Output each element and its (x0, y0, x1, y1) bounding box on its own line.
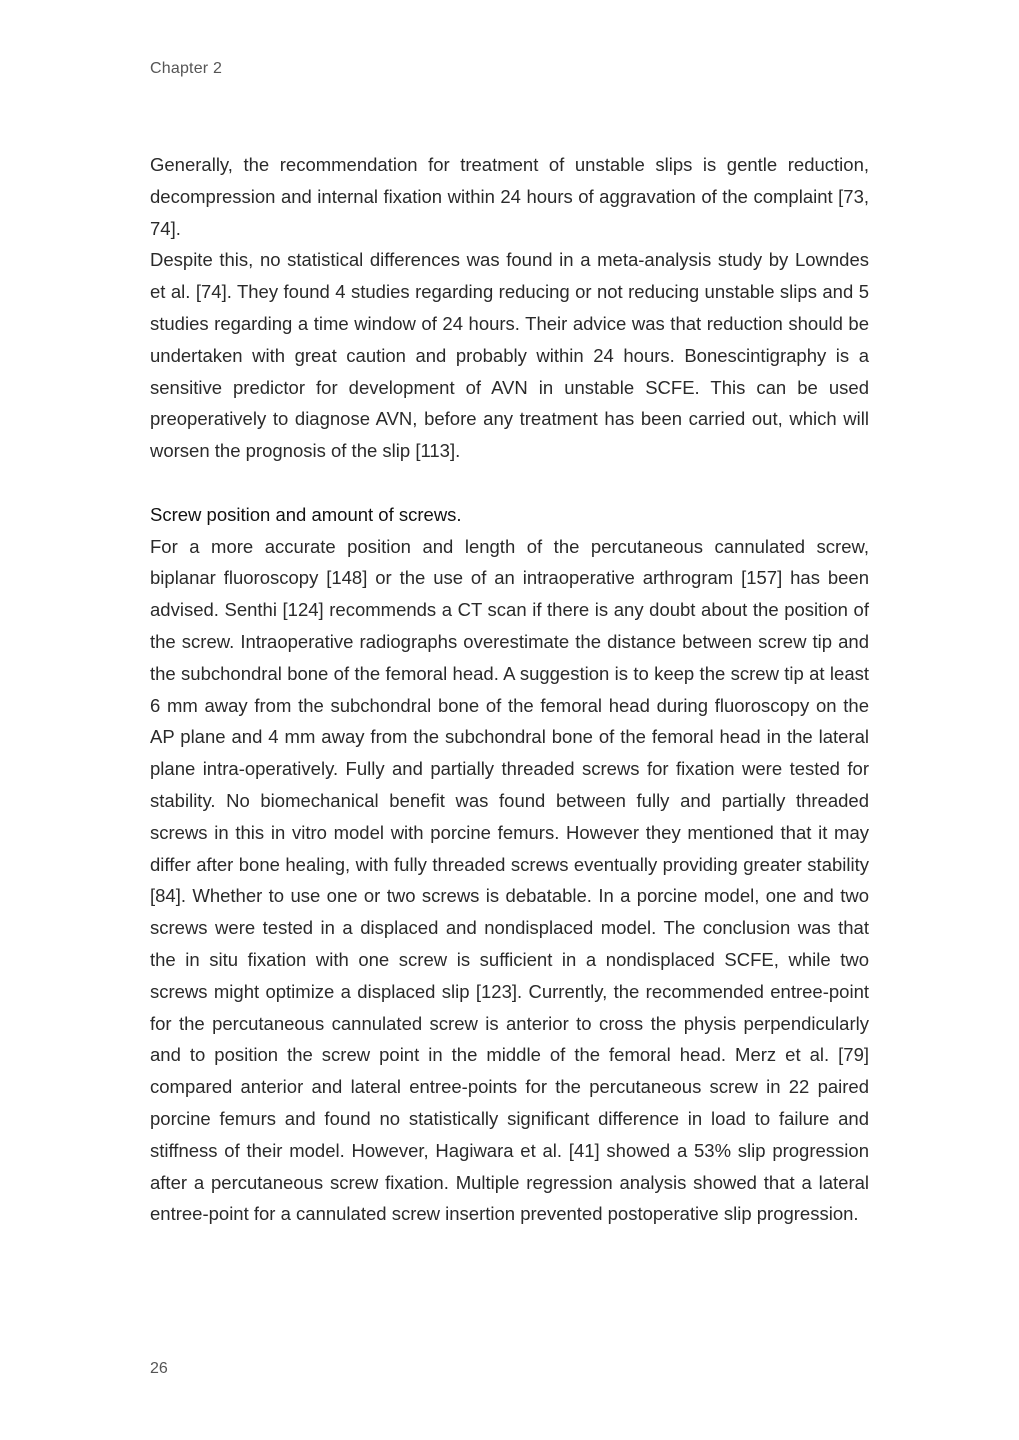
paragraph-meta-analysis: Despite this, no statistical differences was found in a meta-analysis study by Lowndes et al. [74]. They found 4 studies regarding reducing or not reducing unstable slips and 5 studies regarding a time window of 24 hours. Their advice was that reduction should be undertaken with great caution and probably within 24 hours. Bonescintigraphy is a sensitive predictor for development of AVN in unstable SCFE. This can be used preoperatively to diagnose AVN, before any treatment has been carried out, which will worsen the prognosis of the slip [113]. (150, 249, 869, 462)
running-header: Chapter 2 (150, 60, 223, 77)
page-body (150, 149, 869, 1230)
section-spacer (150, 467, 869, 499)
paragraph-unstable-slips-treatment: Generally, the recommendation for treatment of unstable slips is gentle reduction, decompression and internal fixation within 24 hours of aggravation of the complaint [73, 74]. (150, 154, 869, 239)
paragraph-screw-position: For a more accurate position and length of the percutaneous cannulated screw, biplanar fluoroscopy [148] or the use of an intraoperative arthrogram [157] has been advised. Senthi [124] recommends a CT scan if there is any doubt about the position of the screw. Intraoperative radiographs overestimate the distance between screw tip and the subchondral bone of the femoral head. A suggestion is to keep the screw tip at least 6 mm away from the subchondral bone of the femoral head during fluoroscopy on the AP plane and 4 mm away from the subchondral bone of the femoral head in the lateral plane intra-operatively. Fully and partially threaded screws for fixation were tested for stability. No biomechanical benefit was found between fully and partially threaded screws in this in vitro model with porcine femurs. However they mentioned that it may differ after bone healing, with fully threaded screws eventually providing greater stability [84]. Whether to use one or two screws is debatable. In a porcine model, one and two screws were tested in a displaced and nondisplaced model. The conclusion was that the in situ fixation with one screw is sufficient in a nondisplaced SCFE, while two screws might optimize a displaced slip [123]. Currently, the recommended entree-point for the percutaneous cannulated screw is anterior to cross the physis perpendicularly and to position the screw point in the middle of the femoral head. Merz et al. [79] compared anterior and lateral entree-points for the percutaneous screw in 22 paired porcine femurs and found no statistically significant difference in load to failure and stiffness of their model. However, Hagiwara et al. [41] showed a 53% slip progression after a percutaneous screw fixation. Multiple regression analysis showed that a lateral entree-point for a cannulated screw insertion prevented postoperative slip progression. (150, 535, 869, 1225)
section-heading-screw-position: Screw position and amount of screws. (150, 503, 462, 525)
page-number: 26 (150, 1360, 168, 1377)
